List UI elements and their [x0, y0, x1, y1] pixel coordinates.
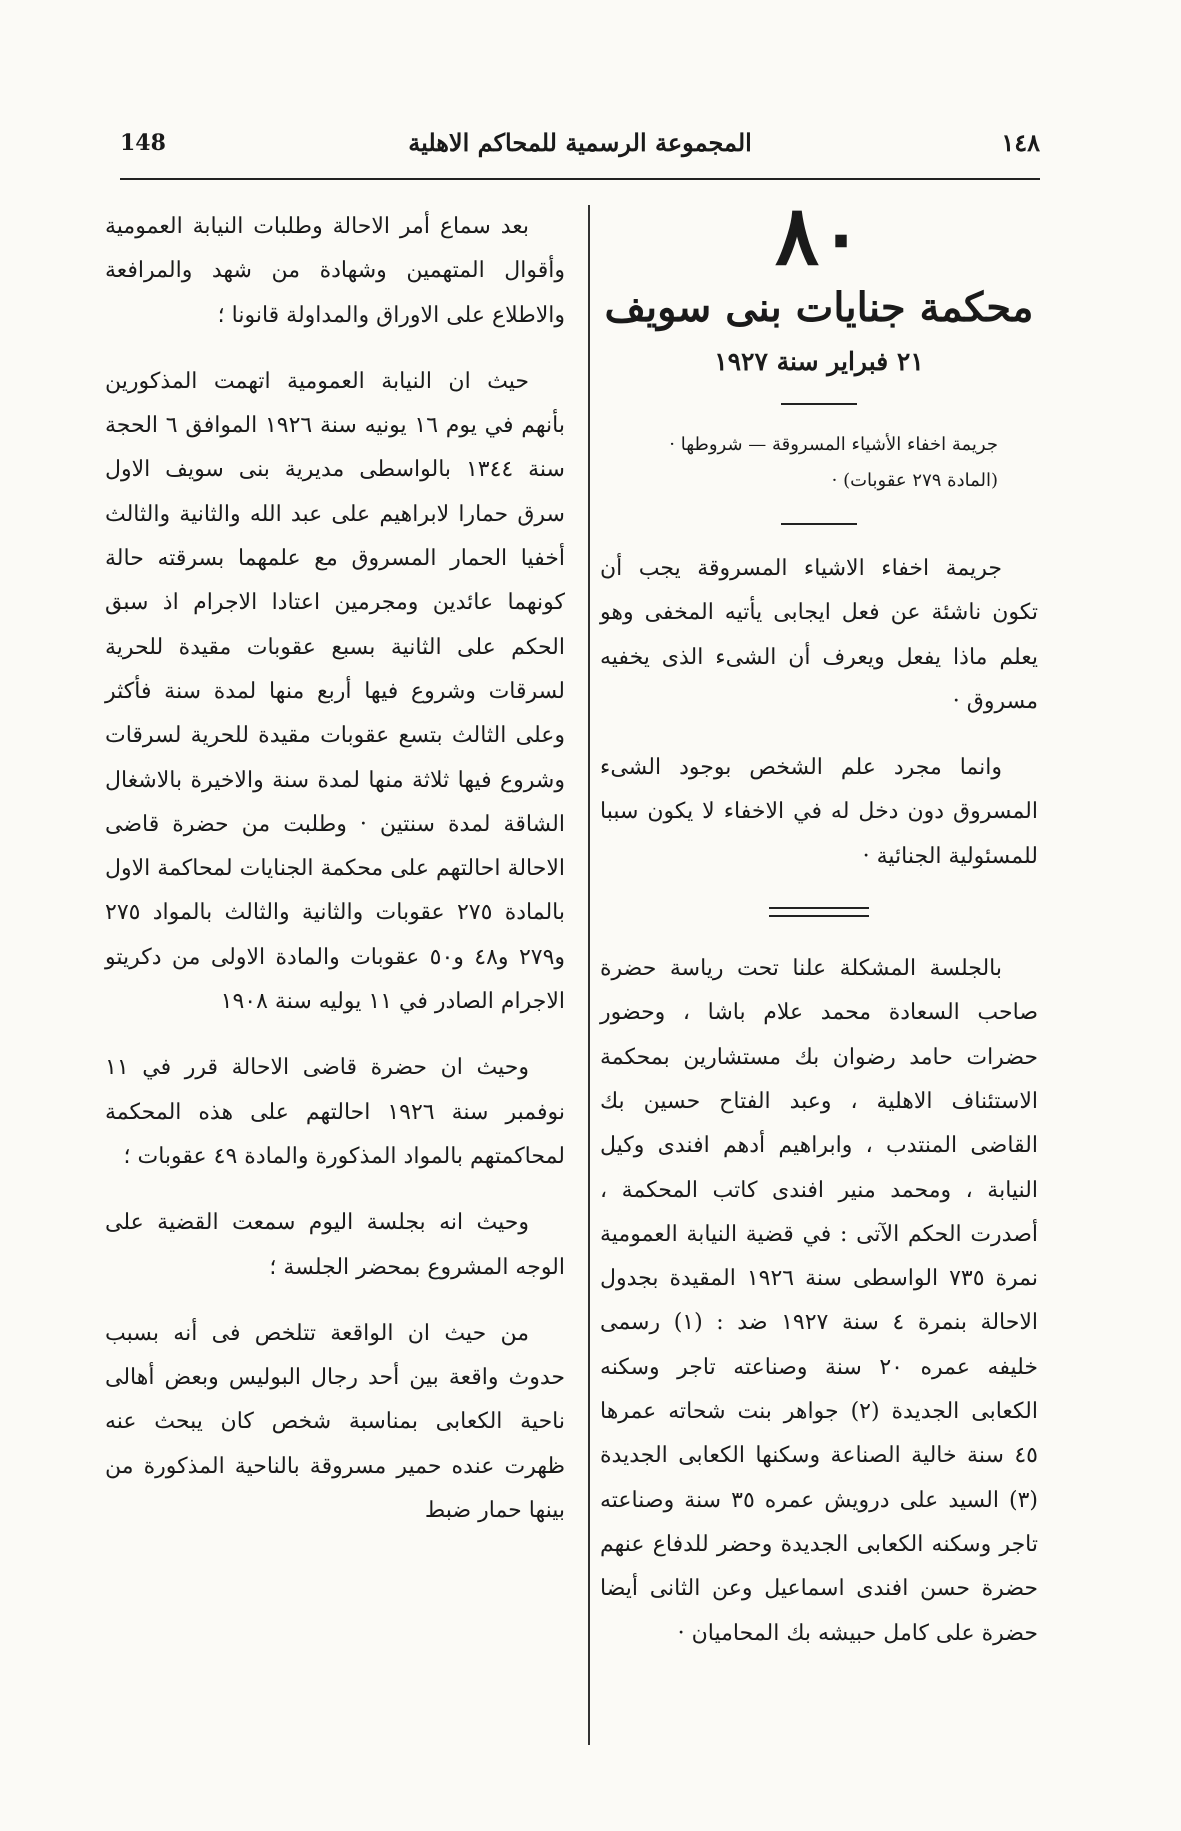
page-number-arabic: ١٤٨ — [1001, 128, 1040, 157]
topic-line: جريمة اخفاء الأشياء المسروقة — شروطها · — [669, 434, 998, 455]
left-column — [105, 205, 565, 1555]
header-rule — [120, 178, 1040, 180]
double-rule — [769, 907, 869, 917]
section-rule — [781, 523, 857, 525]
topic-article: (المادة ٢٧٩ عقوبات) · — [831, 470, 998, 491]
case-date: ٢١ فبراير سنة ١٩٢٧ — [714, 347, 924, 376]
right-column — [600, 188, 1039, 1678]
court-name: محكمة جنايات بنى سويف — [604, 284, 1034, 331]
body-paragraph: من حيث ان الواقعة تتلخص فى أنه بسبب حدوث واقعة بين أحد رجال البوليس وبعض أهالى ناحية الكعابى بمناسبة شخص كان يبحث عنه ظهرت عنده حمير مسروقة بالناحية المذكورة من بينها حمار ضبط — [105, 1320, 565, 1524]
principle-paragraph: وانما مجرد علم الشخص بوجود الشىء المسروق دون دخل له في الاخفاء لا يكون سببا للمسئولية الجنائية · — [600, 755, 1038, 869]
principle-paragraph: جريمة اخفاء الاشياء المسروقة يجب أن تكون ناشئة عن فعل ايجابى يأتيه المخفى وهو يعلم ماذا يفعل ويعرف أن الشىء الذى يخفيه مسروق · — [600, 556, 1038, 714]
running-header — [120, 128, 1040, 168]
page-number-latin: 148 — [120, 130, 166, 156]
body-paragraph: حيث ان النيابة العمومية اتهمت المذكورين بأنهم في يوم ١٦ يونيه سنة ١٩٢٦ الموافق ٦ الحجة سنة ١٣٤٤ بالواسطى مديرية بنى سويف الاول سرق حمارا لابراهيم على عبد الله والثانية والثالث أخفيا الحمار المسروق مع علمهما بسرقته حالة كونهما عائدين ومجرمين اعتادا الاجرام اذ سبق الحكم على الثانية بسبع عقوبات مقيدة للحرية لسرقات وشروع فيها أربع منها لمدة سنة فأكثر وعلى الثالث بتسع عقوبات مقيدة للحرية لسرقات وشروع فيها ثلاثة منها لمدة سنة والاخيرة بالاشغال الشاقة لمدة سنتين · وطلبت من حضرة قاضى الاحالة احالتهم على محكمة الجنايات لمحاكمة الاول بالمادة ٢٧٥ عقوبات والثانية والثالث بالمواد ٢٧٥ و٢٧٩ و٤٨ و٥٠ عقوبات والمادة الاولى من دكريتو الاجرام الصادر في ١١ يوليه سنة ١٩٠٨ — [105, 368, 566, 1015]
body-paragraph: وحيث انه بجلسة اليوم سمعت القضية على الوجه المشروع بمحضر الجلسة ؛ — [105, 1210, 565, 1280]
section-rule — [781, 403, 857, 405]
case-number: ٨٠ — [774, 188, 864, 284]
topic-summary — [600, 427, 1038, 499]
running-title: المجموعة الرسمية للمحاكم الاهلية — [408, 128, 752, 157]
column-divider — [588, 205, 590, 1745]
body-paragraph: بعد سماع أمر الاحالة وطلبات النيابة العمومية وأقوال المتهمين وشهادة من شهد والمرافعة والاطلاع على الاوراق والمداولة قانونا ؛ — [105, 214, 565, 328]
body-paragraph: وحيث ان حضرة قاضى الاحالة قرر في ١١ نوفمبر سنة ١٩٢٦ احالتهم على هذه المحكمة لمحاكمتهم بالمواد المذكورة والمادة ٤٩ عقوبات ؛ — [105, 1055, 565, 1169]
session-paragraph: بالجلسة المشكلة علنا تحت رياسة حضرة صاحب السعادة محمد علام باشا ، وحضور حضرات حامد رضوان بك مستشارين بمحكمة الاستئناف الاهلية ، وعبد الفتاح حسين بك القاضى المنتدب ، وابراهيم أدهم افندى وكيل النيابة ، ومحمد منير افندى كاتب المحكمة ، أصدرت الحكم الآتى : في قضية النيابة العمومية نمرة ٧٣٥ الواسطى سنة ١٩٢٦ المقيدة بجدول الاحالة بنمرة ٤ سنة ١٩٢٧ ضد : (١) رسمى خليفه عمره ٢٠ سنة وصناعته تاجر وسكنه الكعابى الجديدة (٢) جواهر بنت شحاته عمرها ٤٥ سنة خالية الصناعة وسكنها الكعابى الجديدة (٣) السيد على درويش عمره ٣٥ سنة وصناعته تاجر وسكنه الكعابى الجديدة وحضر للدفاع عنهم حضرة حسن افندى اسماعيل وعن الثانى أيضا حضرة على كامل حبيشه بك المحاميان · — [600, 956, 1039, 1646]
